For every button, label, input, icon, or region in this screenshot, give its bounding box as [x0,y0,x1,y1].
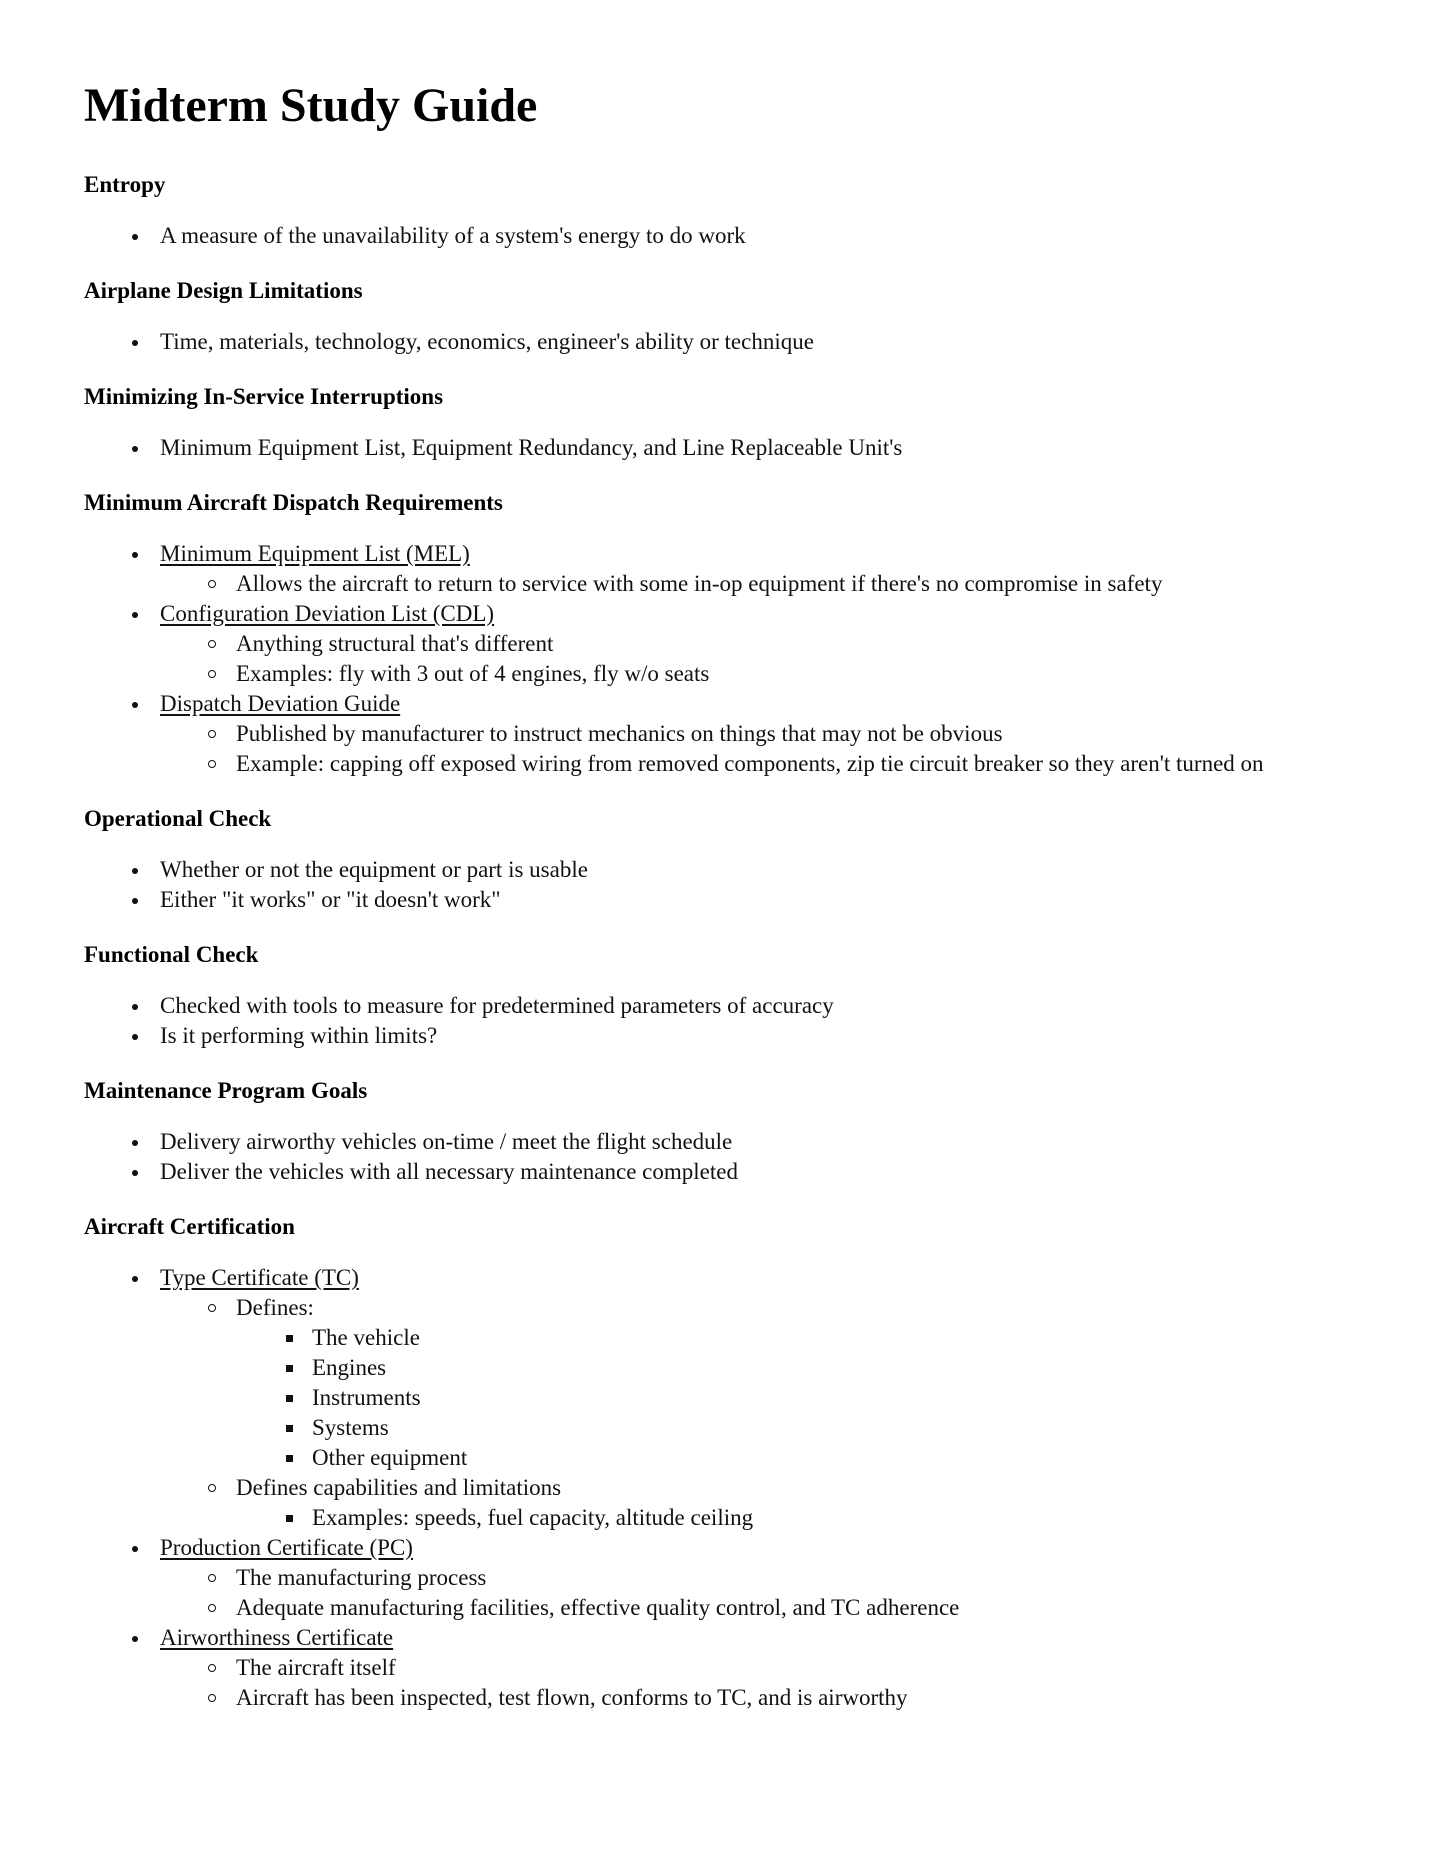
list-item-text: Defines capabilities and limitations [236,1474,562,1500]
section [84,171,1384,251]
list-item [84,1533,1384,1623]
bullet-list-level-2 [160,629,1384,689]
list-item [84,991,1384,1021]
list-item-text: Engines [312,1354,387,1380]
list-item [160,629,1384,659]
bullet-list-level-1 [84,539,1384,779]
list-item-text: The aircraft itself [236,1654,396,1680]
list-item [160,1593,1384,1623]
bullet-list-level-2 [160,1653,1384,1713]
list-item-text: The manufacturing process [236,1564,487,1590]
bullet-list-level-1 [84,855,1384,915]
list-item [236,1323,1384,1353]
bullet-list-level-2 [160,719,1384,779]
section-heading: Entropy [84,171,166,197]
bullet-list-level-1 [84,221,1384,251]
sections-container [84,171,1384,1713]
section [84,489,1384,779]
list-item [160,749,1384,779]
section [84,941,1384,1051]
bullet-list-level-2 [160,1563,1384,1623]
section-heading: Functional Check [84,941,259,967]
list-item [84,1127,1384,1157]
list-item [160,659,1384,689]
list-item-text: Defines: [236,1294,314,1320]
section-heading: Minimum Aircraft Dispatch Requirements [84,489,503,515]
section [84,277,1384,357]
list-item-term: Airworthiness Certificate [160,1624,394,1650]
section [84,805,1384,915]
list-item [84,599,1384,689]
list-item-text: The vehicle [312,1324,420,1350]
list-item [236,1353,1384,1383]
bullet-list-level-1 [84,433,1384,463]
list-item-text: Anything structural that's different [236,630,554,656]
list-item-term: Configuration Deviation List (CDL) [160,600,495,626]
list-item [84,689,1384,779]
list-item-text: Deliver the vehicles with all necessary maintenance completed [160,1158,738,1184]
list-item [160,1473,1384,1533]
list-item-text: Checked with tools to measure for predetermined parameters of accuracy [160,992,834,1018]
list-item [160,1293,1384,1473]
list-item [236,1443,1384,1473]
bullet-list-level-2 [160,569,1384,599]
list-item [236,1413,1384,1443]
bullet-list-level-1 [84,991,1384,1051]
list-item-text: Delivery airworthy vehicles on-time / meet the flight schedule [160,1128,733,1154]
section [84,1077,1384,1187]
list-item [84,855,1384,885]
list-item-text: Either "it works" or "it doesn't work" [160,886,501,912]
section-heading: Airplane Design Limitations [84,277,363,303]
list-item-text: A measure of the unavailability of a system's energy to do work [160,222,746,248]
page-title: Midterm Study Guide [84,79,538,132]
list-item-text: Example: capping off exposed wiring from removed components, zip tie circuit breaker so they aren't turned on [236,750,1264,776]
section-heading: Operational Check [84,805,272,831]
document [84,80,1384,1739]
list-item-text: Allows the aircraft to return to service with some in-op equipment if there's no compromise in safety [236,570,1163,596]
list-item [160,1653,1384,1683]
list-item [160,569,1384,599]
bullet-list-level-3 [236,1323,1384,1473]
list-item-text: Minimum Equipment List, Equipment Redundancy, and Line Replaceable Unit's [160,434,903,460]
list-item-text: Examples: speeds, fuel capacity, altitude ceiling [312,1504,754,1530]
bullet-list-level-1 [84,1263,1384,1713]
list-item [84,221,1384,251]
list-item [84,327,1384,357]
list-item [84,1623,1384,1713]
list-item-text: Other equipment [312,1444,468,1470]
list-item [160,719,1384,749]
list-item-text: Is it performing within limits? [160,1022,438,1048]
list-item [236,1383,1384,1413]
bullet-list-level-3 [236,1503,1384,1533]
list-item-text: Time, materials, technology, economics, engineer's ability or technique [160,328,814,354]
list-item-text: Aircraft has been inspected, test flown, conforms to TC, and is airworthy [236,1684,908,1710]
list-item [84,539,1384,599]
list-item [84,1157,1384,1187]
list-item [84,433,1384,463]
bullet-list-level-2 [160,1293,1384,1533]
list-item [84,1021,1384,1051]
list-item-term: Production Certificate (PC) [160,1534,413,1560]
section-heading: Maintenance Program Goals [84,1077,368,1103]
bullet-list-level-1 [84,1127,1384,1187]
list-item-text: Adequate manufacturing facilities, effective quality control, and TC adherence [236,1594,960,1620]
list-item-text: Systems [312,1414,389,1440]
list-item [84,1263,1384,1533]
section-heading: Aircraft Certification [84,1213,295,1239]
list-item-text: Examples: fly with 3 out of 4 engines, fly w/o seats [236,660,710,686]
list-item [236,1503,1384,1533]
list-item-term: Dispatch Deviation Guide [160,690,401,716]
section-heading: Minimizing In-Service Interruptions [84,383,444,409]
list-item-term: Minimum Equipment List (MEL) [160,540,470,566]
section [84,383,1384,463]
list-item [160,1683,1384,1713]
list-item [84,885,1384,915]
section [84,1213,1384,1713]
bullet-list-level-1 [84,327,1384,357]
list-item [160,1563,1384,1593]
list-item-term: Type Certificate (TC) [160,1264,359,1290]
list-item-text: Whether or not the equipment or part is usable [160,856,588,882]
list-item-text: Instruments [312,1384,421,1410]
list-item-text: Published by manufacturer to instruct mechanics on things that may not be obvious [236,720,1003,746]
